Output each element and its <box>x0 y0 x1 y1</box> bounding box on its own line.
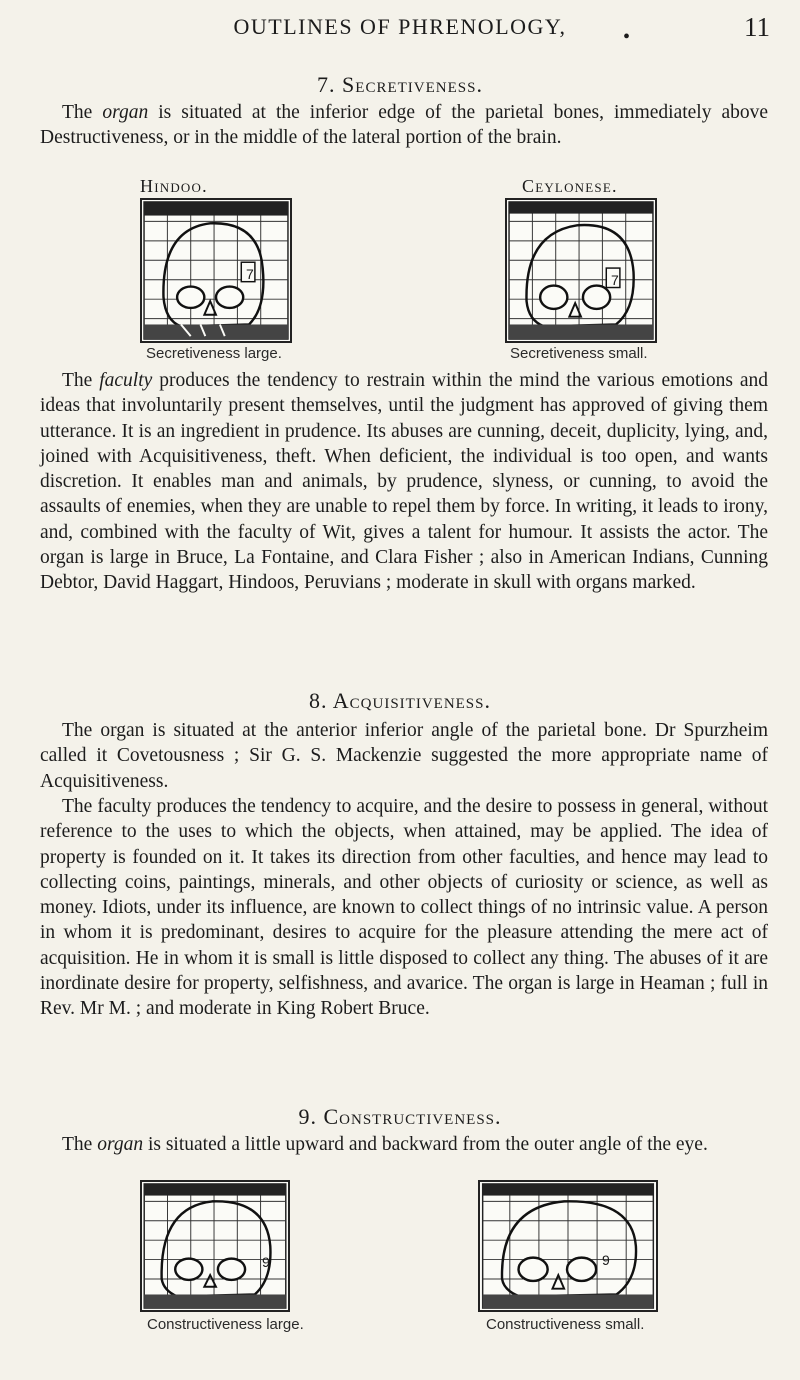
faculty-text: produces the tendency to restrain within the mind the various emotions and ideas that involuntarily present themselves, until the judgment has approved of giving them utterance. It is an ingredient in prudence. Its abuses are cunning, deceit, duplicity, lying, and, joined with Acquisitiveness, theft. When deficient, the individual is too open, and wants discretion. It enables man and animals, by prudence, slyness, or cunning, to avoid the assaults of enemies, when they are unable to repel them by force. In writing, it leads to irony, and, combined with the faculty of Wit, gives a talent for humour. It assists the actor. The organ is large in Bruce, La Fontaine, and Clara Fisher ; also in American Indians, Cunning Debtor, David Haggart, Hindoos, Peruvians ; moderate in skull with organs marked. <box>40 370 768 594</box>
italic-organ: organ <box>102 102 149 123</box>
skull-constructiveness-small-illustration <box>480 1182 656 1310</box>
faculty-word: The <box>62 370 93 391</box>
section-heading-secretiveness: 7. Secretiveness. <box>317 72 483 97</box>
intro-word: The <box>62 1134 93 1155</box>
skull-ceylonese-illustration <box>507 200 655 341</box>
acquisitiveness-paragraph-1: The organ is situated at the anterior inferior angle of the parietal bone. Dr Spurzheim called it Covetousness ; Sir G. S. Mackenzie suggested the more appropriate name of Acquisitiveness. <box>40 720 768 792</box>
running-title: OUTLINES OF PHRENOLOGY, <box>233 14 567 39</box>
skull-figure-constructiveness-large <box>140 1180 290 1312</box>
secretiveness-intro <box>40 100 768 151</box>
intro-text: is situated at the inferior edge of the parietal bones, immediately above Destructiveness, or in the middle of the lateral portion of the brain. <box>40 102 769 149</box>
section-heading-acquisitiveness: 8. Acquisitiveness. <box>308 688 491 713</box>
italic-faculty: faculty <box>99 370 153 391</box>
skull-hindoo-illustration <box>142 200 290 341</box>
constructiveness-intro <box>40 1132 768 1157</box>
organ-number-hindoo: 7 <box>246 266 254 282</box>
caption-constructiveness-large: Constructiveness large. <box>147 1316 304 1333</box>
skull-constructiveness-large-illustration <box>142 1182 288 1310</box>
running-head <box>0 12 800 46</box>
figure-title-hindoo: Hindoo. <box>140 176 208 196</box>
skull-figure-constructiveness-small <box>478 1180 658 1312</box>
organ-number-ceylonese: 7 <box>611 272 619 288</box>
page-number: 11 <box>744 12 770 42</box>
secretiveness-faculty-paragraph <box>40 368 768 596</box>
section-heading-constructiveness: 9. Constructiveness. <box>298 1104 502 1129</box>
acquisitiveness-paragraph-2: The faculty produces the tendency to acquire, and the desire to possess in general, without reference to the uses to which the objects, when attained, may be applied. The idea of property is founded on it. It takes its direction from other faculties, and hence may lead to collecting coins, paintings, minerals, and other objects of curiosity or science, as well as money. Idiots, under its influence, are known to collect things of no intrinsic value. A person in whom it is predominant, desires to acquire for the pleasure attending the mere act of acquisition. He in whom it is small is little disposed to collect any thing. The abuses of it are inordinate desire for property, selfishness, and avarice. The organ is large in Heaman ; full in Rev. Mr M. ; and moderate in King Robert Bruce. <box>40 796 768 1020</box>
intro-word: The <box>62 102 93 123</box>
organ-number-constructiveness-large: 9 <box>262 1254 270 1270</box>
intro-text: is situated a little upward and backward from the outer angle of the eye. <box>147 1134 708 1155</box>
skull-figure-ceylonese <box>505 198 657 343</box>
caption-constructiveness-small: Constructiveness small. <box>486 1316 645 1333</box>
figure-title-ceylonese: Ceylonese. <box>522 176 618 196</box>
skull-figure-hindoo <box>140 198 292 343</box>
caption-secretiveness-large: Secretiveness large. <box>146 345 282 362</box>
italic-organ: organ <box>97 1134 144 1155</box>
ornament-dot: • <box>623 26 631 48</box>
caption-secretiveness-small: Secretiveness small. <box>510 345 648 362</box>
organ-number-constructiveness-small: 9 <box>602 1252 610 1268</box>
